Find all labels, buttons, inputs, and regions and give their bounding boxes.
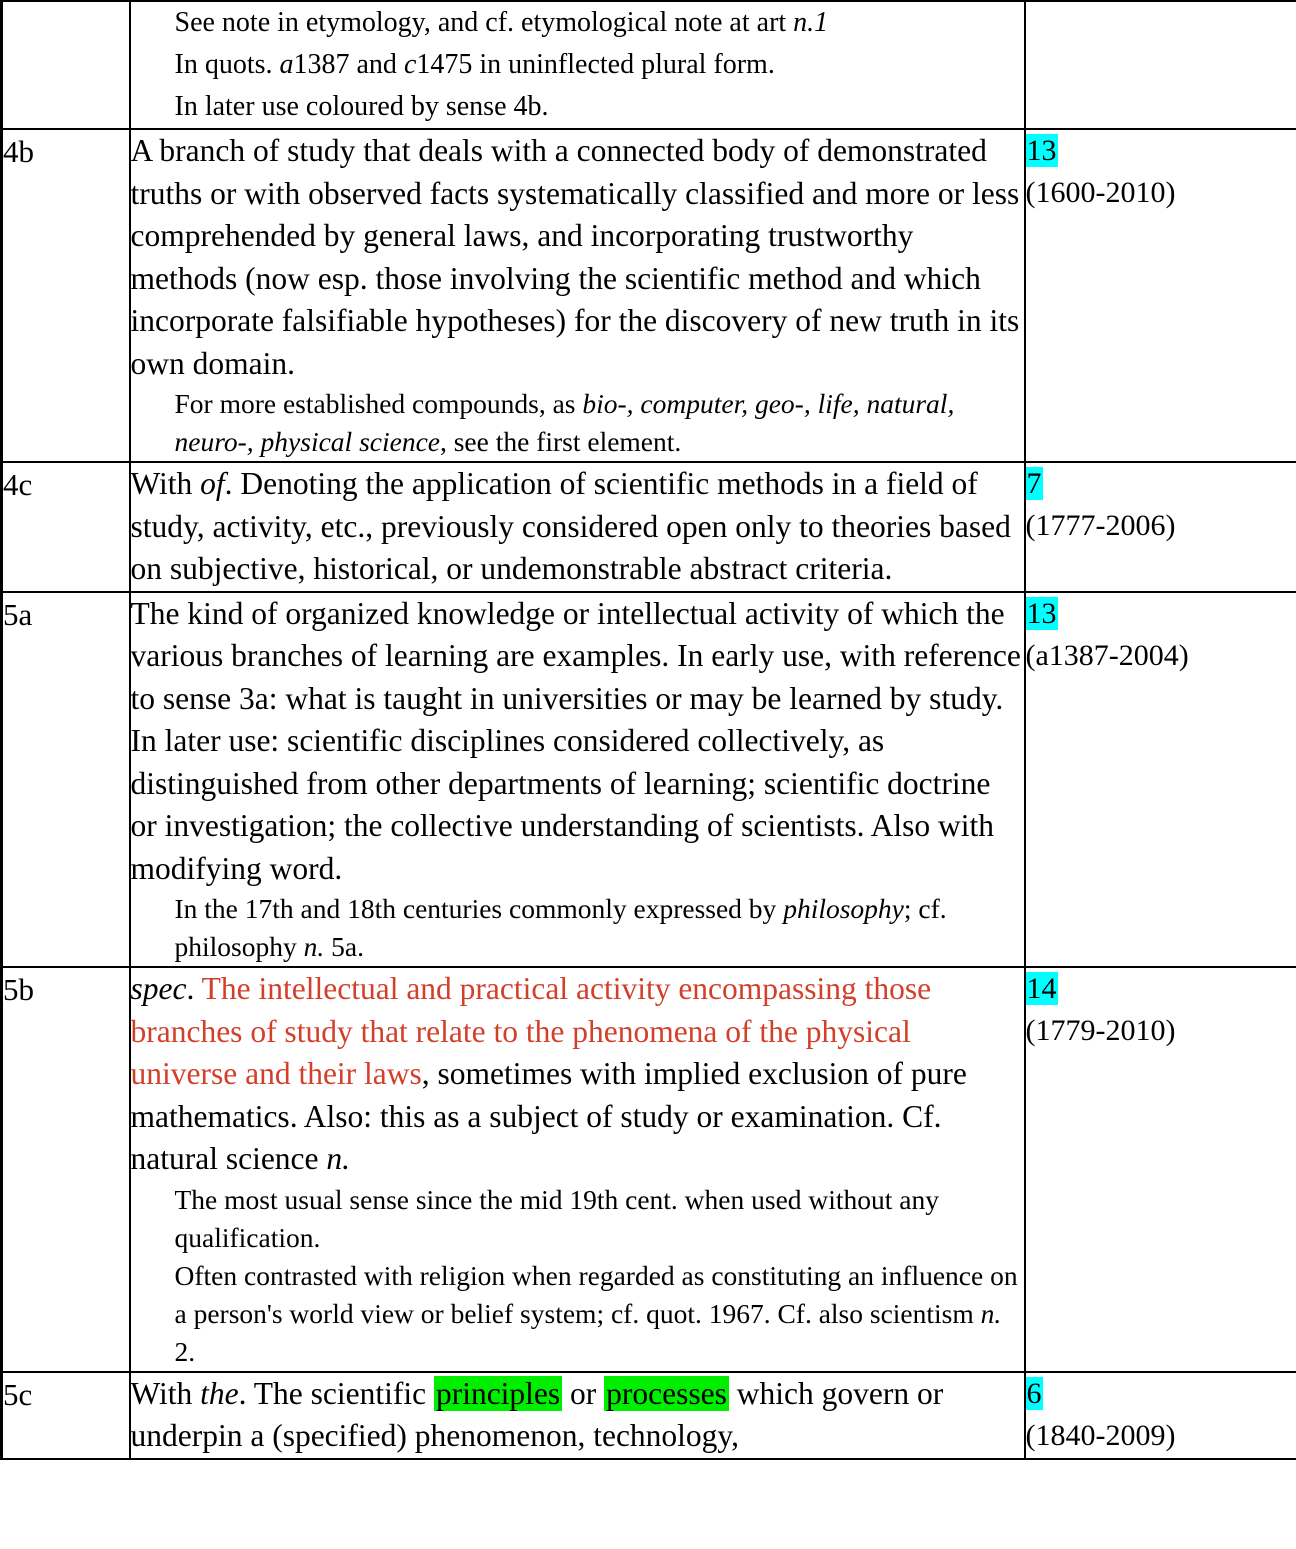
frequency-range: (1840-2009) (1025, 1418, 1176, 1452)
note-text: For more established compounds, as (174, 388, 583, 419)
definition-lead: With (130, 1375, 201, 1411)
definition-text (131, 1373, 1024, 1458)
note-italic: n. (980, 1297, 1002, 1329)
note-italic: c (403, 49, 417, 80)
sense-label-cell (2, 1, 130, 129)
note-block (131, 2, 1024, 128)
definition-text (131, 463, 1024, 591)
sense-label: 5b (3, 972, 34, 1007)
definition-lead: With (130, 466, 201, 501)
note-text: See note in etymology, and cf. etymological note at art (174, 7, 794, 38)
definition-tail: which govern or underpin a (specified) phenomenon, technology, (130, 1375, 944, 1453)
table-row (2, 967, 1296, 1372)
frequency-range: (a1387-2004) (1025, 638, 1189, 672)
sense-label-cell (2, 129, 130, 462)
table-row (2, 129, 1296, 462)
note-text: , see the first element. (439, 426, 682, 457)
definition-italic: of (200, 466, 225, 501)
definition-cell (130, 967, 1025, 1372)
note-italic: bio-, computer, geo-, life, natural, neuro-, physical science (174, 388, 955, 457)
frequency-count (1026, 593, 1296, 635)
note-text: ; cf. philosophy (174, 893, 947, 962)
definition-cell (130, 1, 1025, 129)
table-row (2, 1, 1296, 129)
definition-red-emphasis: The intellectual and practical activity encompassing those branches of study that relate to the phenomena of the physical universe and their laws (130, 971, 932, 1091)
frequency-count (1026, 130, 1296, 172)
sense-label-cell (2, 967, 130, 1372)
definition-cell (130, 462, 1025, 592)
note-text: 5a. (324, 931, 364, 962)
frequency-count-highlight: 7 (1026, 467, 1042, 500)
frequency-range: (1779-2010) (1025, 1014, 1176, 1047)
highlighted-term-processes: processes (606, 1375, 727, 1411)
frequency-cell (1025, 592, 1296, 968)
table-row (2, 592, 1296, 968)
definition-text: The kind of organized knowledge or intellectual activity of which the various branches of learning are examples. In early use, with reference to sense 3a: what is taught in universities or may be learned by study. In later use: scientific disciplines considered collectively, as distinguished from other departments of learning; scientific doctrine or investigation; the collective understanding of scientists. Also with modifying word. (130, 595, 1021, 886)
sense-label-cell (2, 462, 130, 592)
note-italic: n. (303, 931, 325, 962)
frequency-cell (1025, 967, 1296, 1372)
sense-label-cell (2, 1372, 130, 1459)
frequency-range: (1777-2006) (1025, 509, 1176, 542)
sense-label: 4b (3, 134, 34, 169)
frequency-cell (1025, 129, 1296, 462)
frequency-count-highlight: 14 (1026, 972, 1057, 1005)
sense-label-cell (2, 592, 130, 968)
note-block (131, 890, 1024, 966)
note-text: In the 17th and 18th centuries commonly expressed by (174, 893, 784, 924)
frequency-range: (1600-2010) (1025, 176, 1176, 209)
definition-mid: . The scientific (238, 1375, 434, 1411)
frequency-count (1026, 463, 1296, 505)
frequency-count (1026, 968, 1296, 1010)
highlighted-term-principles: principles (435, 1375, 561, 1411)
note-line (175, 1257, 1024, 1371)
frequency-count (1026, 1373, 1296, 1415)
definition-italic-tail: n. (326, 1141, 351, 1176)
note-line: The most usual sense since the mid 19th cent. when used without any qualification. (174, 1183, 940, 1253)
sense-label: 5a (3, 596, 33, 632)
note-italic: a (279, 49, 294, 80)
definition-cell (130, 1372, 1025, 1459)
definition-rest: , sometimes with implied exclusion of pure mathematics. Also: this as a subject of study or examination. Cf. natural science (130, 1056, 967, 1176)
frequency-cell (1025, 462, 1296, 592)
frequency-count-highlight: 13 (1026, 596, 1057, 630)
definition-italic-lead: spec (130, 971, 187, 1006)
note-line (175, 44, 1024, 86)
sense-label: 5c (3, 1376, 33, 1412)
frequency-count-highlight: 13 (1026, 134, 1057, 167)
definition-between: or (562, 1375, 605, 1411)
definition-cell (130, 592, 1025, 968)
definition-italic: the (200, 1375, 239, 1411)
note-block (131, 1181, 1024, 1371)
frequency-count-highlight: 6 (1026, 1376, 1042, 1410)
definition-text (131, 968, 1024, 1181)
definition-after-lead: . (186, 971, 202, 1006)
note-italic: philosophy (783, 893, 904, 924)
note-text: In quots. (174, 49, 280, 80)
frequency-cell (1025, 1372, 1296, 1459)
frequency-cell (1025, 1, 1296, 129)
definition-rest: . Denoting the application of scientific methods in a field of study, activity, etc., previously considered open only to theories based on subjective, historical, or undemonstrable abstract criteria. (130, 466, 1011, 586)
table-row (2, 462, 1296, 592)
definition-text: A branch of study that deals with a connected body of demonstrated truths or with observed facts systematically classified and more or less comprehended by general laws, and incorporating trustworthy methods (now esp. those involving the scientific method and which incorporate falsifiable hypotheses) for the discovery of new truth in its own domain. (130, 133, 1020, 381)
note-text: Often contrasted with religion when regarded as constituting an influence on a person's world view or belief system; cf. quot. 1967. Cf. also scientism (174, 1259, 1018, 1329)
table-row (2, 1372, 1296, 1459)
note-text: 2. (174, 1335, 196, 1367)
note-line (175, 2, 1024, 44)
sense-label: 4c (3, 467, 33, 502)
definition-cell (130, 129, 1025, 462)
note-line: In later use coloured by sense 4b. (174, 91, 549, 122)
note-block (131, 385, 1024, 461)
note-italic: n.1 (793, 7, 829, 38)
note-text: 1475 in uninflected plural form. (416, 49, 775, 80)
note-text: 1387 and (293, 49, 404, 80)
